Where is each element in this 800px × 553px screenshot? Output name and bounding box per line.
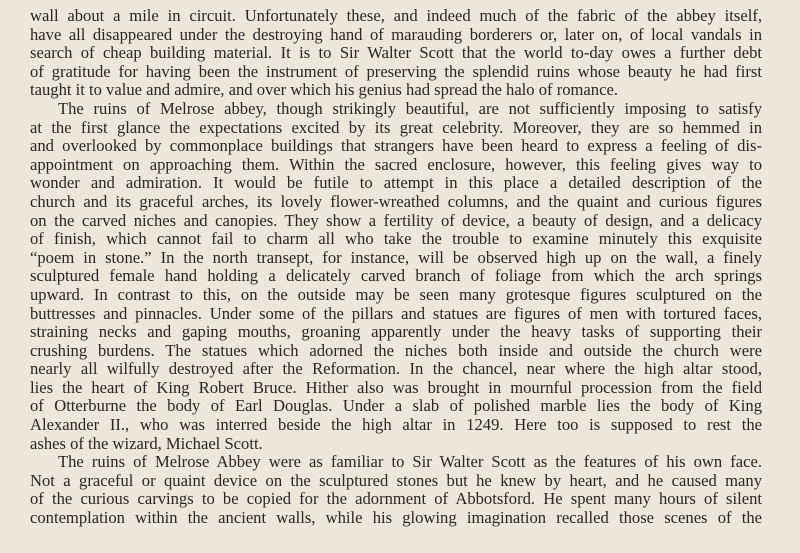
text-line: wall about a mile in circuit. Unfortunately these, and indeed much of the fabric of the abbey itself,	[30, 6, 762, 25]
text-line: sculptured female hand holding a delicately carved branch of foliage from which the arch springs	[30, 266, 762, 286]
text-line: have all disappeared under the destroying hand of marauding borderers or, later on, of local vandals in	[30, 24, 762, 44]
text-line: Not a graceful or quaint device on the sculptured stones but he knew by heart, and he caused many	[30, 470, 762, 490]
text-line: appointment on approaching them. Within the sacred enclosure, however, this feeling gives way to	[30, 154, 762, 174]
text-line: of the curious carvings to be copied for the adornment of Abbotsford. He spent many hours of silent	[30, 489, 762, 509]
text-line: of finish, which cannot fail to charm all who take the trouble to examine minutely this exquisite	[30, 229, 762, 249]
body-text	[30, 7, 762, 528]
text-line: lies the heart of King Robert Bruce. Hither also was brought in mournful procession from the field	[30, 377, 762, 397]
text-line: The ruins of Melrose abbey, though strikingly beautiful, are not sufficiently imposing to satisfy	[58, 98, 762, 118]
text-line: taught it to value and admire, and over which his genius had spread the halo of romance.	[30, 80, 618, 100]
text-line: buttresses and pinnacles. Under some of the pillars and statues are figures of men with tortured faces,	[30, 303, 762, 323]
text-line: contemplation within the ancient walls, while his glowing imagination recalled those scenes of the	[30, 508, 762, 528]
text-line: “poem in stone.” In the north transept, for instance, will be observed high up on the wall, a finely	[30, 247, 762, 267]
text-line: wonder and admiration. It would be futile to attempt in this place a detailed description of the	[30, 173, 762, 193]
text-line: Alexander II., who was interred beside the high altar in 1249. Here too is supposed to rest the	[30, 415, 762, 435]
text-line: church and its graceful arches, its lovely flower-wreathed columns, and the quaint and curious figures	[30, 191, 762, 211]
text-line: at the first glance the expectations excited by its great celebrity. Moreover, they are so hemmed in	[30, 117, 762, 137]
text-line: The ruins of Melrose Abbey were as familiar to Sir Walter Scott as the features of his own face.	[58, 452, 762, 472]
text-line: of gratitude for having been the instrument of preserving the splendid ruins whose beauty he had first	[30, 61, 762, 81]
text-line: and overlooked by commonplace buildings that strangers have been heard to express a feeling of dis-	[30, 136, 762, 156]
text-line: nearly all wilfully destroyed after the Reformation. In the chancel, near where the high altar stood,	[30, 359, 762, 379]
text-line: straining necks and gaping mouths, groaning apparently under the heavy tasks of supporting their	[30, 322, 762, 342]
text-line: crushing burdens. The statues which adorned the niches both inside and outside the church were	[30, 340, 762, 360]
text-line: upward. In contrast to this, on the outside may be seen many grotesque figures sculptured on the	[30, 284, 762, 304]
text-line: search of cheap building material. It is to Sir Walter Scott that the world to-day owes a further debt	[30, 43, 762, 63]
text-line: on the carved niches and canopies. They show a fertility of device, a beauty of design, and a delicacy	[30, 210, 762, 230]
text-line: ashes of the wizard, Michael Scott.	[30, 433, 263, 453]
text-line: of Otterburne the body of Earl Douglas. Under a slab of polished marble lies the body of King	[30, 396, 762, 416]
